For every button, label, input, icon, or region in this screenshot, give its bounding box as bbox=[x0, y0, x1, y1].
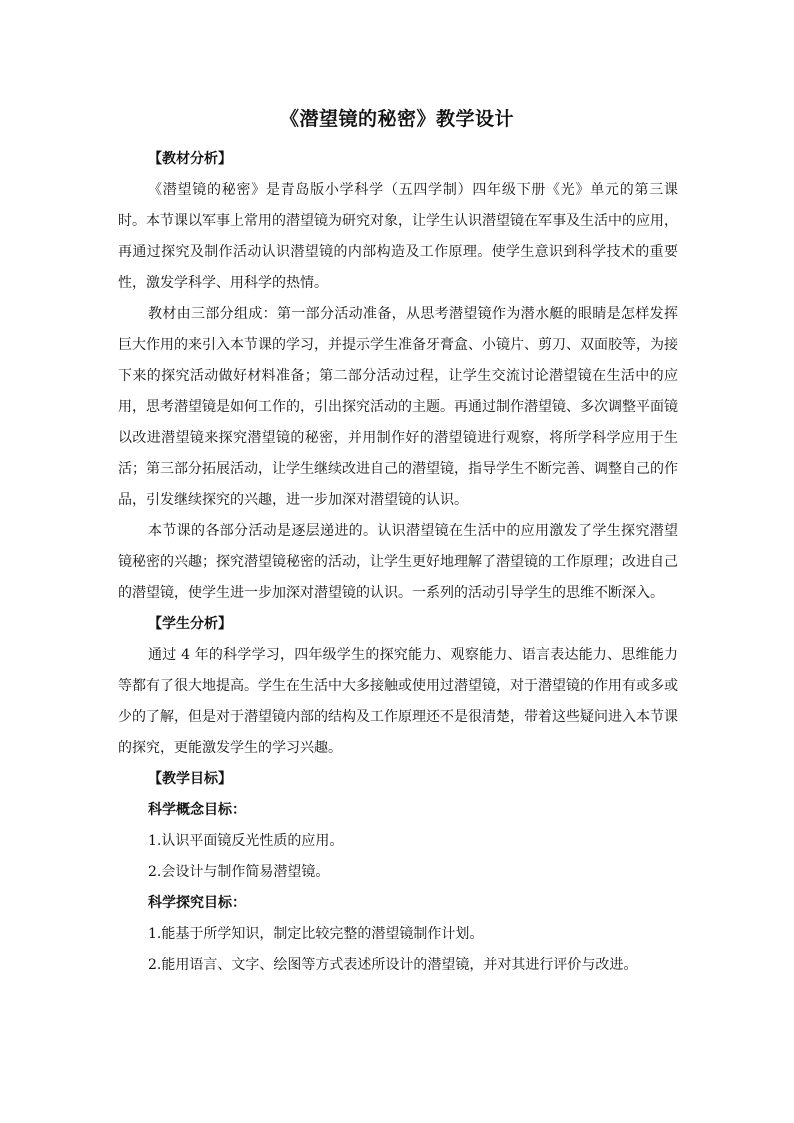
section-heading-textbook-analysis: 【教材分析】 bbox=[148, 151, 232, 167]
list-item: 2.会设计与制作简易潜望镜。 bbox=[148, 864, 330, 880]
list-item: 1.认识平面镜反光性质的应用。 bbox=[148, 833, 344, 849]
document-title: 《潜望镜的秘密》教学设计 bbox=[279, 108, 514, 130]
document-body bbox=[118, 144, 678, 981]
list-item: 1.能基于所学知识，制定比较完整的潜望镜制作计划。 bbox=[148, 926, 484, 942]
section-heading-teaching-goals: 【教学目标】 bbox=[148, 771, 232, 787]
subheading-concept-goals: 科学概念目标： bbox=[148, 802, 246, 818]
section-heading-student-analysis: 【学生分析】 bbox=[148, 616, 232, 632]
list-item: 2.能用语言、文字、绘图等方式表述所设计的潜望镜，并对其进行评价与改进。 bbox=[148, 957, 638, 973]
paragraph: 《潜望镜的秘密》是青岛版小学科学（五四学制）四年级下册《光》单元的第三课时。本节课以军事上常用的潜望镜为研究对象，让学生认识潜望镜在军事及生活中的应用，再通过探究及制作活动认识潜望镜的内部构造及工作原理。使学生意识到科学技术的重要性，激发学科学、用科学的热情。 bbox=[118, 182, 678, 291]
paragraph: 本节课的各部分活动是逐层递进的。认识潜望镜在生活中的应用激发了学生探究潜望镜秘密的兴趣；探究潜望镜秘密的活动，让学生更好地理解了潜望镜的工作原理；改进自己的潜望镜，使学生进一步加深对潜望镜的认识。一系列的活动引导学生的思维不断深入。 bbox=[118, 523, 678, 601]
subheading-inquiry-goals: 科学探究目标： bbox=[148, 895, 246, 911]
paragraph: 通过 4 年的科学学习，四年级学生的探究能力、观察能力、语言表达能力、思维能力等都有了很大地提高。学生在生活中大多接触或使用过潜望镜，对于潜望镜的作用有或多或少的了解，但是对于潜望镜内部的结构及工作原理还不是很清楚，带着这些疑问进入本节课的探究，更能激发学生的学习兴趣。 bbox=[118, 647, 678, 756]
paragraph: 教材由三部分组成：第一部分活动准备，从思考潜望镜作为潜水艇的眼睛是怎样发挥巨大作用的来引入本节课的学习，并提示学生准备牙膏盒、小镜片、剪刀、双面胶等，为接下来的探究活动做好材料准备；第二部分活动过程，让学生交流讨论潜望镜在生活中的应用，思考潜望镜是如何工作的，引出探究活动的主题。再通过制作潜望镜、多次调整平面镜以改进潜望镜来探究潜望镜的秘密，并用制作好的潜望镜进行观察，将所学科学应用于生活；第三部分拓展活动，让学生继续改进自己的潜望镜，指导学生不断完善、调整自己的作品，引发继续探究的兴趣，进一步加深对潜望镜的认识。 bbox=[118, 306, 678, 508]
